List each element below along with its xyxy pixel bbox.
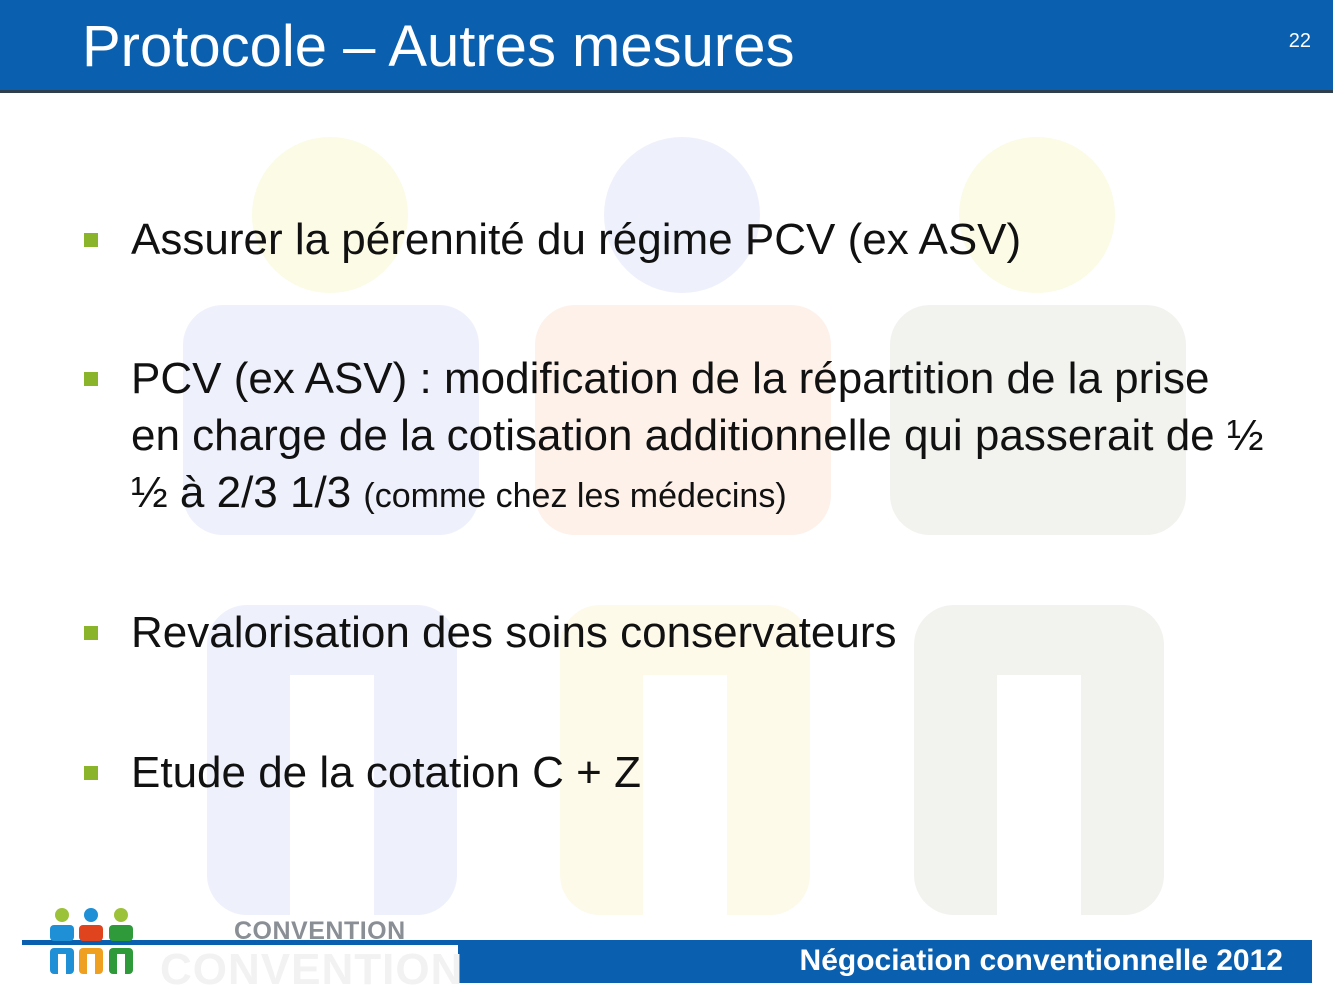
bullet-text: Etude de la cotation C + Z [131,748,641,797]
bullet-square-icon [84,372,98,386]
bullet-main-text: PCV (ex ASV) : modification de la répartition de la prise en charge de la cotisation additionnelle qui passerait de ½ ½ à 2/3 1/3 [131,354,1264,517]
page-number: 22 [1288,30,1311,52]
footer-tagline: Négociation conventionnelle 2012 [799,944,1283,977]
logo-word: CONVENTION [234,917,406,945]
bullet-square-icon [84,233,98,247]
bullet-item [84,350,1264,525]
bullet-text [131,350,1264,525]
bullet-square-icon [84,766,98,780]
slide-title: Protocole – Autres mesures [82,14,795,79]
bullet-text: Revalorisation des soins conservateurs [131,608,897,657]
bullet-item [84,211,1264,268]
bullet-note: (comme chez les médecins) [363,477,787,515]
bullet-item [84,604,1264,661]
bullet-square-icon [84,626,98,640]
bullet-item [84,744,1264,801]
logo-word-watermark: CONVENTION [160,945,464,994]
bullet-text: Assurer la pérennité du régime PCV (ex ASV) [131,215,1022,264]
